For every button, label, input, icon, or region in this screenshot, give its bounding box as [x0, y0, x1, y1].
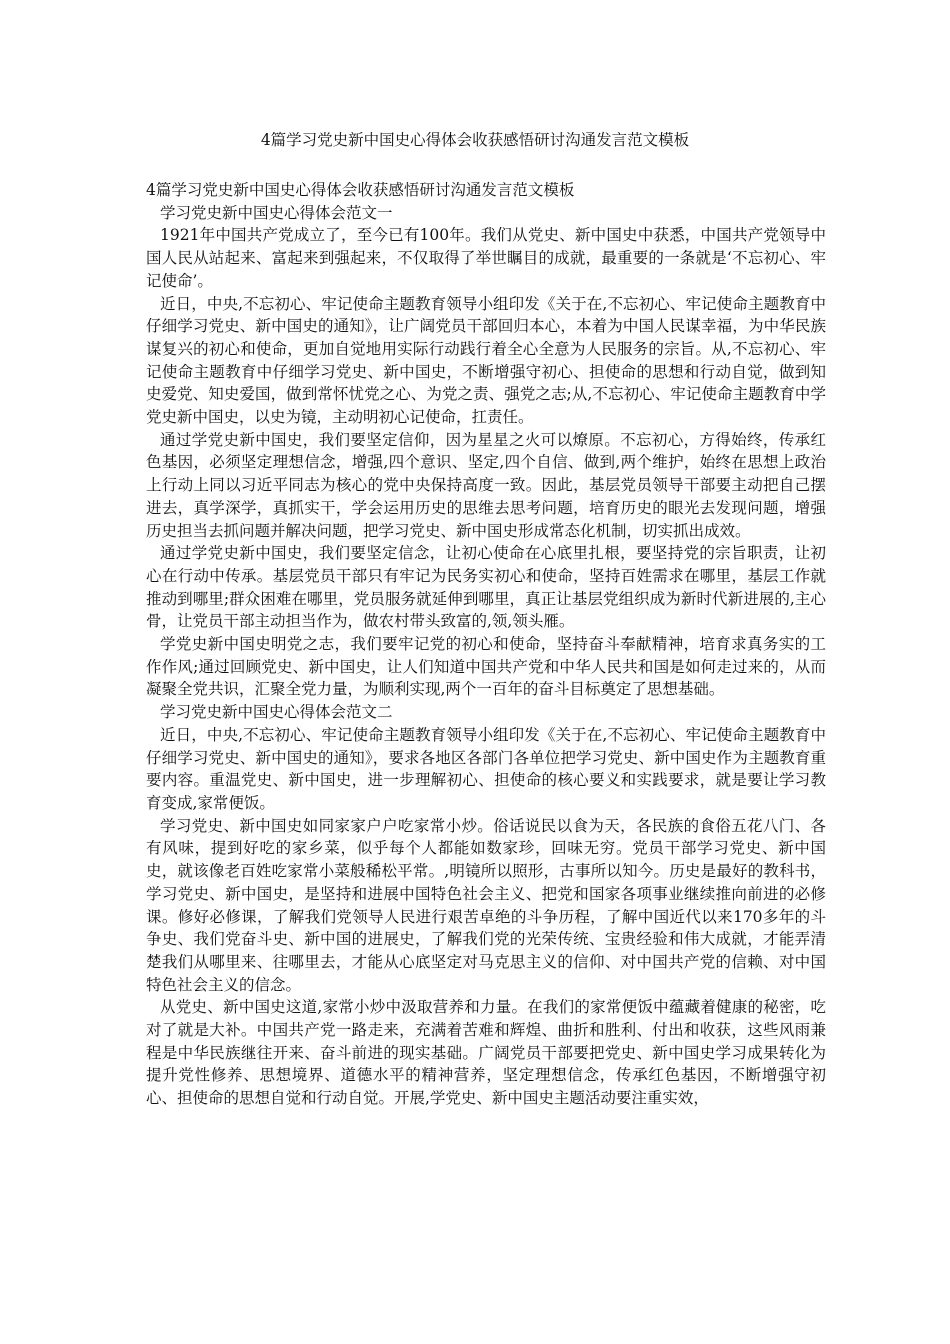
paragraph: 学党史新中国史明党之志，我们要牢记党的初心和使命，坚持奋斗奉献精神，培育求真务实的工作作风;通过回顾党史、新中国史，让人们知道中国共产党和中华人民共和国是如何走过来的，从而凝聚全党共识，汇聚全党力量，为顺利实现,两个一百年的奋斗目标奠定了思想基础。 — [146, 635, 826, 699]
paragraph: 学习党史、新中国史如同家家户户吃家常小炒。俗话说民以食为天，各民族的食俗五花八门、各有风味，提到好吃的家乡菜，似乎每个人都能如数家珍，回味无穷。党员干部学习党史、新中国史，就该像老百姓吃家常小菜般稀松平常。,明镜所以照形，古事所以知今。历史是最好的教科书，学习党史、新中国史，是坚持和进展中国特色社会主义、把党和国家各项事业继续推向前进的必修课。修好必修课，了解我们党领导人民进行艰苦卓绝的斗争历程，了解中国近代以来170多年的斗争史、我们党奋斗史、新中国的进展史，了解我们党的光荣传统、宝贵经验和伟大成就，才能弄清楚我们从哪里来、往哪里去，才能从心底坚定对马克思主义的信仰、对中国共产党的信赖、对中国特色社会主义的信念。 — [146, 816, 826, 994]
document-subtitle: 4篇学习党史新中国史心得体会收获感悟研讨沟通发言范文模板 — [146, 181, 575, 199]
section-heading-1: 学习党史新中国史心得体会范文一 — [160, 203, 393, 222]
section-heading-2: 学习党史新中国史心得体会范文二 — [160, 703, 393, 722]
paragraph: 通过学党史新中国史，我们要坚定信念，让初心使命在心底里扎根，要坚持党的宗旨职责，让初心在行动中传承。基层党员干部只有牢记为民务实初心和使命，坚持百姓需求在哪里，基层工作就推动到哪里;群众困难在哪里，党员服务就延伸到哪里，真正让基层党组织成为新时代新进展的,主心骨，让党员干部主动担当作为，做农村带头致富的,领,领头雁。 — [146, 544, 826, 631]
paragraph: 从党史、新中国史这道,家常小炒中汲取营养和力量。在我们的家常便饭中蕴藏着健康的秘密，吃对了就是大补。中国共产党一路走来，充满着苦难和辉煌、曲折和胜利、付出和收获，这些风雨兼程是中华民族继往开来、奋斗前进的现实基础。广阔党员干部要把党史、新中国史学习成果转化为提升党性修养、思想境界、道德水平的精神营养，坚定理想信念，传承红色基因，不断增强守初心、担使命的思想自觉和行动自觉。开展,学党史、新中国史主题活动要注重实效， — [146, 998, 826, 1108]
paragraph: 通过学党史新中国史，我们要坚定信仰，因为星星之火可以燎原。不忘初心，方得始终，传承红色基因，必须坚定理想信念，增强,四个意识、坚定,四个自信、做到,两个维护，始终在思想上政治上行动上同以习近平同志为核心的党中央保持高度一致。因此，基层党员领导干部要主动把自己摆进去，真学深学，真抓实干，学会运用历史的思维去思考问题，培育历史的眼光去发现问题，增强历史担当去抓问题并解决问题，把学习党史、新中国史形成常态化机制，切实抓出成效。 — [146, 430, 826, 540]
document-body — [146, 179, 826, 1110]
paragraph: 近日，中央,不忘初心、牢记使命主题教育领导小组印发《关于在,不忘初心、牢记使命主题教育中仔细学习党史、新中国史的通知》，让广阔党员干部回归本心，本着为中国人民谋幸福，为中华民族谋复兴的初心和使命，更加自觉地用实际行动践行着全心全意为人民服务的宗旨。从,不忘初心、牢记使命主题教育中仔细学习党史、新中国史，不断增强守初心、担使命的思想和行动自觉，做到知史爱党、知史爱国，做到常怀忧党之心、为党之责、强党之志;从,不忘初心、牢记使命主题教育中学党史新中国史，以史为镜，主动明初心记使命，扛责任。 — [146, 294, 826, 427]
document-title: 4篇学习党史新中国史心得体会收获感悟研讨沟通发言范文模板 — [260, 131, 690, 149]
paragraph: 1921年中国共产党成立了，至今已有100年。我们从党史、新中国史中获悉，中国共产党领导中国人民从站起来、富起来到强起来，不仅取得了举世瞩目的成就，最重要的一条就是‘不忘初心、牢记使命’。 — [146, 226, 826, 290]
paragraph: 近日，中央,不忘初心、牢记使命主题教育领导小组印发《关于在,不忘初心、牢记使命主题教育中仔细学习党史、新中国史的通知》，要求各地区各部门各单位把学习党史、新中国史作为主题教育重要内容。重温党史、新中国史，进一步理解初心、担使命的核心要义和实践要求，就是要让学习教育变成,家常便饭。 — [146, 725, 826, 812]
